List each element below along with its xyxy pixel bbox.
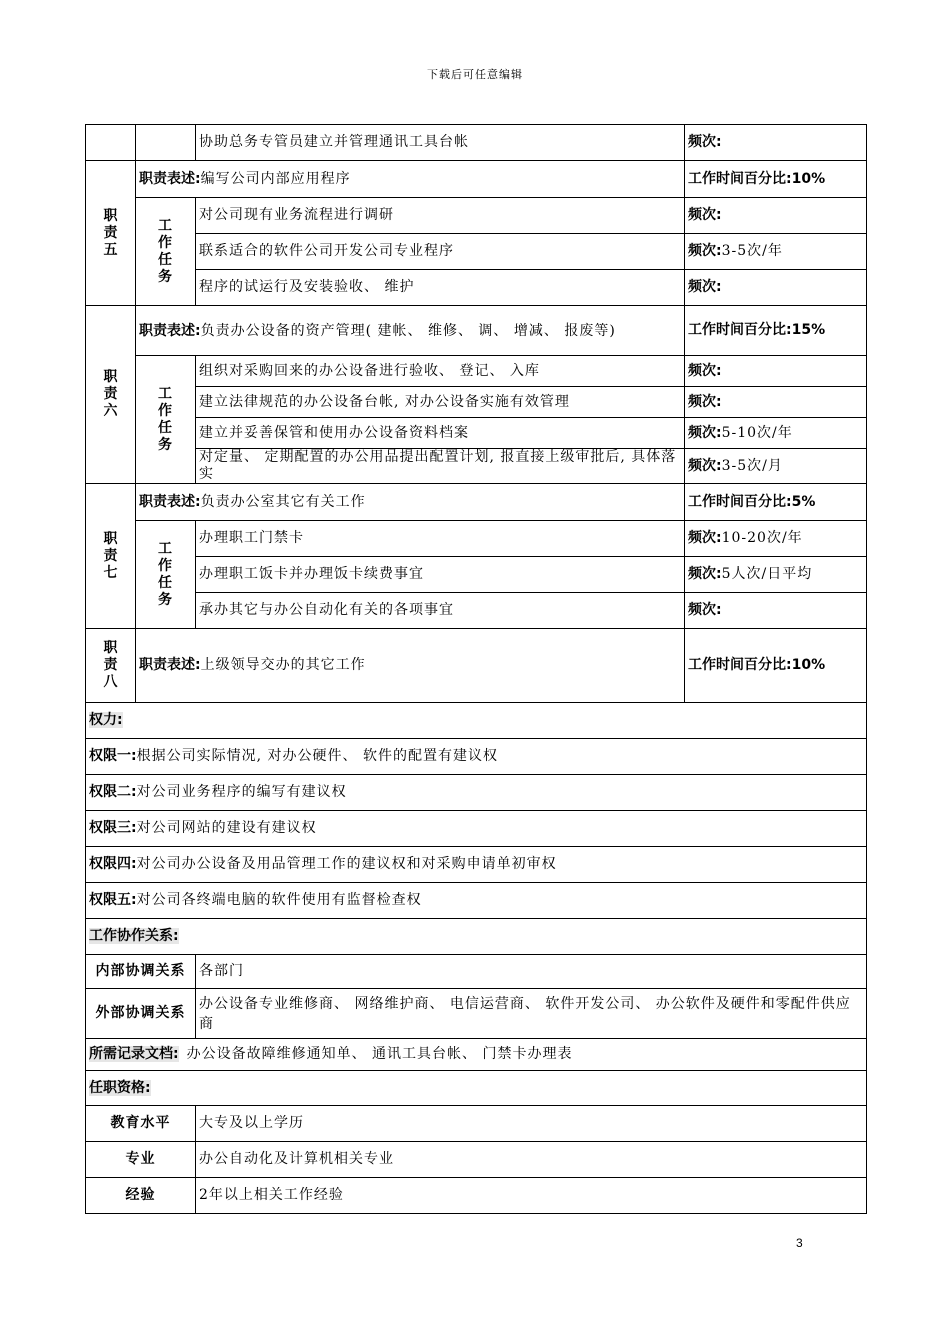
authority-text: 对公司办公设备及用品管理工作的建议权和对采购申请单初审权	[136, 856, 557, 872]
table-row	[86, 387, 867, 418]
table-row	[86, 484, 867, 521]
page-number: 3	[796, 1236, 803, 1250]
frequency-label: 频次:	[688, 207, 722, 223]
table-row	[86, 1142, 867, 1178]
frequency-label: 频次:	[688, 279, 722, 295]
task-text: 对公司现有业务流程进行调研	[196, 198, 685, 234]
task-text: 对定量、 定期配置的办公用品提出配置计划, 报直接上级审批后, 具体落实	[196, 449, 685, 484]
statement-label: 职责表述:	[139, 322, 201, 339]
authority-label: 权限五:	[89, 892, 137, 908]
authority-text: 对公司各终端电脑的软件使用有监督检查权	[136, 892, 422, 908]
frequency-label: 频次:	[688, 362, 722, 379]
table-row	[86, 593, 867, 629]
table-row	[86, 270, 867, 306]
table-row	[86, 418, 867, 449]
table-row	[86, 449, 867, 484]
table-row	[86, 1071, 867, 1106]
statement-label: 职责表述:	[139, 657, 201, 673]
tasks-label: 工作任务	[136, 198, 196, 306]
authority-text: 对公司网站的建设有建议权	[136, 820, 317, 836]
duty-statement: 负责办公室其它有关工作	[200, 493, 366, 510]
qualification-label: 经验	[86, 1178, 196, 1214]
authority-label: 权限二:	[89, 784, 137, 800]
table-row	[86, 1178, 867, 1214]
authority-title: 权力:	[89, 712, 123, 728]
frequency-label: 频次:	[688, 457, 722, 474]
qualification-value: 办公自动化及计算机相关专业	[196, 1142, 867, 1178]
internal-relation-value: 各部门	[196, 955, 867, 989]
task-text: 承办其它与办公自动化有关的各项事宜	[196, 593, 685, 629]
task-text: 组织对采购回来的办公设备进行验收、 登记、 入库	[196, 356, 685, 387]
table-row	[86, 883, 867, 919]
tasks-label: 工作任务	[136, 356, 196, 484]
frequency-value: 3-5次/月	[721, 457, 783, 474]
table-row	[86, 1039, 867, 1071]
frequency-label: 频次:	[688, 134, 722, 150]
frequency-label: 频次:	[688, 424, 722, 441]
frequency-value: 5人次/日平均	[721, 566, 813, 582]
task-text: 建立法律规范的办公设备台帐, 对办公设备实施有效管理	[196, 387, 685, 418]
table-row	[86, 989, 867, 1039]
frequency-label: 频次:	[688, 602, 722, 618]
frequency-value: 5-10次/年	[721, 424, 793, 441]
duty-statement: 编写公司内部应用程序	[200, 170, 351, 187]
task-text: 联系适合的软件公司开发公司专业程序	[196, 234, 685, 270]
frequency-value: 10-20次/年	[721, 530, 803, 546]
tasks-label: 工作任务	[136, 521, 196, 629]
duty-label: 职责八	[86, 629, 136, 703]
qualification-value: 大专及以上学历	[196, 1106, 867, 1142]
authority-text: 对公司业务程序的编写有建议权	[136, 784, 347, 800]
table-row	[86, 161, 867, 198]
frequency-value: 3-5次/年	[721, 243, 783, 259]
time-percent-label: 工作时间百分比:	[688, 493, 792, 510]
records-text: 办公设备故障维修通知单、 通讯工具台帐、 门禁卡办理表	[186, 1046, 573, 1062]
task-text: 协助总务专管员建立并管理通讯工具台帐	[196, 125, 685, 161]
table-row	[86, 306, 867, 356]
cooperation-title: 工作协作关系:	[89, 928, 179, 944]
table-row	[86, 703, 867, 739]
table-row	[86, 919, 867, 955]
job-description-table	[85, 124, 867, 1214]
frequency-label: 频次:	[688, 566, 722, 582]
authority-text: 根据公司实际情况, 对办公硬件、 软件的配置有建议权	[136, 748, 498, 764]
frequency-label: 频次:	[688, 243, 722, 259]
qualification-value: 2年以上相关工作经验	[196, 1178, 867, 1214]
header-note: 下载后可任意编辑	[427, 68, 523, 81]
duty-statement: 负责办公设备的资产管理( 建帐、 维修、 调、 增减、 报废等)	[200, 322, 616, 339]
records-label: 所需记录文档:	[89, 1046, 179, 1062]
internal-relation-label: 内部协调关系	[86, 955, 196, 989]
table-row	[86, 629, 867, 703]
table-row	[86, 198, 867, 234]
frequency-label: 频次:	[688, 393, 722, 410]
qualification-label: 专业	[86, 1142, 196, 1178]
table-row	[86, 356, 867, 387]
duty-statement: 上级领导交办的其它工作	[200, 657, 366, 673]
authority-label: 权限四:	[89, 856, 137, 872]
table-row	[86, 811, 867, 847]
table-row	[86, 847, 867, 883]
statement-label: 职责表述:	[139, 170, 201, 187]
qualifications-title: 任职资格:	[89, 1079, 151, 1096]
table-row	[86, 955, 867, 989]
external-relation-value: 办公设备专业维修商、 网络维护商、 电信运营商、 软件开发公司、 办公软件及硬件和零配件供应商	[196, 989, 867, 1039]
authority-label: 权限一:	[89, 748, 137, 764]
table-row	[86, 1106, 867, 1142]
duty-label: 职责六	[86, 306, 136, 484]
table-row	[86, 775, 867, 811]
frequency-label: 频次:	[688, 530, 722, 546]
task-text: 办理职工门禁卡	[196, 521, 685, 557]
task-text: 程序的试运行及安装验收、 维护	[196, 270, 685, 306]
duty-label: 职责七	[86, 484, 136, 629]
time-percent-label: 工作时间百分比:	[688, 170, 792, 187]
time-percent-value: 10%	[791, 657, 826, 673]
time-percent-value: 10%	[791, 170, 826, 187]
time-percent-value: 15%	[791, 322, 826, 338]
table-row	[86, 125, 867, 161]
statement-label: 职责表述:	[139, 493, 201, 510]
table-row	[86, 557, 867, 593]
authority-label: 权限三:	[89, 820, 137, 836]
table-row	[86, 234, 867, 270]
time-percent-label: 工作时间百分比:	[688, 322, 792, 338]
duty-label: 职责五	[86, 161, 136, 306]
task-text: 办理职工饭卡并办理饭卡续费事宜	[196, 557, 685, 593]
task-text: 建立并妥善保管和使用办公设备资料档案	[196, 418, 685, 449]
table-row	[86, 739, 867, 775]
qualification-label: 教育水平	[86, 1106, 196, 1142]
table-row	[86, 521, 867, 557]
external-relation-label: 外部协调关系	[86, 989, 196, 1039]
time-percent-value: 5%	[791, 493, 816, 510]
time-percent-label: 工作时间百分比:	[688, 657, 792, 673]
